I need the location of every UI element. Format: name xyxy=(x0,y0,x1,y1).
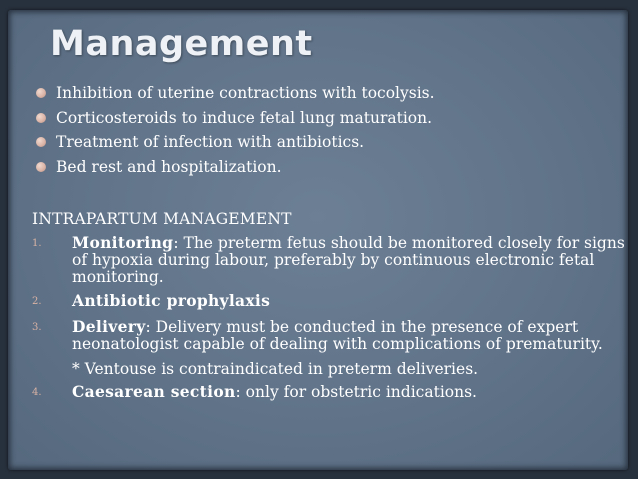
item-number: 3. xyxy=(32,322,42,333)
item-text: : Delivery must be conducted in the presence of expert neonatologist capable of dealing with complications of prematurity. xyxy=(72,318,603,353)
bullet-dot-icon xyxy=(36,162,46,172)
bullet-dot-icon xyxy=(36,113,46,123)
bullet-dot-icon xyxy=(36,137,46,147)
bullet-item xyxy=(32,106,632,131)
item-number: 2. xyxy=(32,296,42,307)
item-lead: Delivery xyxy=(72,317,146,336)
slide-title: Management xyxy=(50,24,313,64)
bullet-text: Treatment of infection with antibiotics. xyxy=(56,133,365,151)
item-note: * Ventouse is contraindicated in preterm deliveries. xyxy=(72,360,479,378)
item-text: : only for obstetric indications. xyxy=(235,383,477,401)
bullet-text: Inhibition of uterine contractions with tocolysis. xyxy=(56,84,435,102)
bullet-list xyxy=(32,81,632,179)
numbered-item xyxy=(32,383,632,401)
item-lead: Antibiotic prophylaxis xyxy=(72,291,271,310)
numbered-list xyxy=(32,234,632,401)
numbered-item xyxy=(32,292,632,310)
intrapartum-heading: INTRAPARTUM MANAGEMENT xyxy=(32,210,292,228)
item-number: 1. xyxy=(32,238,42,249)
slide-panel xyxy=(8,10,628,470)
bullet-item xyxy=(32,130,632,155)
bullet-text: Corticosteroids to induce fetal lung maturation. xyxy=(56,108,433,127)
item-text: : The preterm fetus should be monitored closely for signs of hypoxia during labour, preferably by continuous electronic fetal monitoring. xyxy=(72,234,625,286)
numbered-item xyxy=(32,318,632,378)
bullet-text: Bed rest and hospitalization. xyxy=(56,157,282,176)
bullet-dot-icon xyxy=(36,88,46,98)
item-number: 4. xyxy=(32,387,42,398)
item-lead: Caesarean section xyxy=(72,382,236,401)
bullet-item xyxy=(32,155,632,180)
bullet-item xyxy=(32,81,632,106)
numbered-item xyxy=(32,234,632,286)
item-lead: Monitoring xyxy=(72,233,174,252)
